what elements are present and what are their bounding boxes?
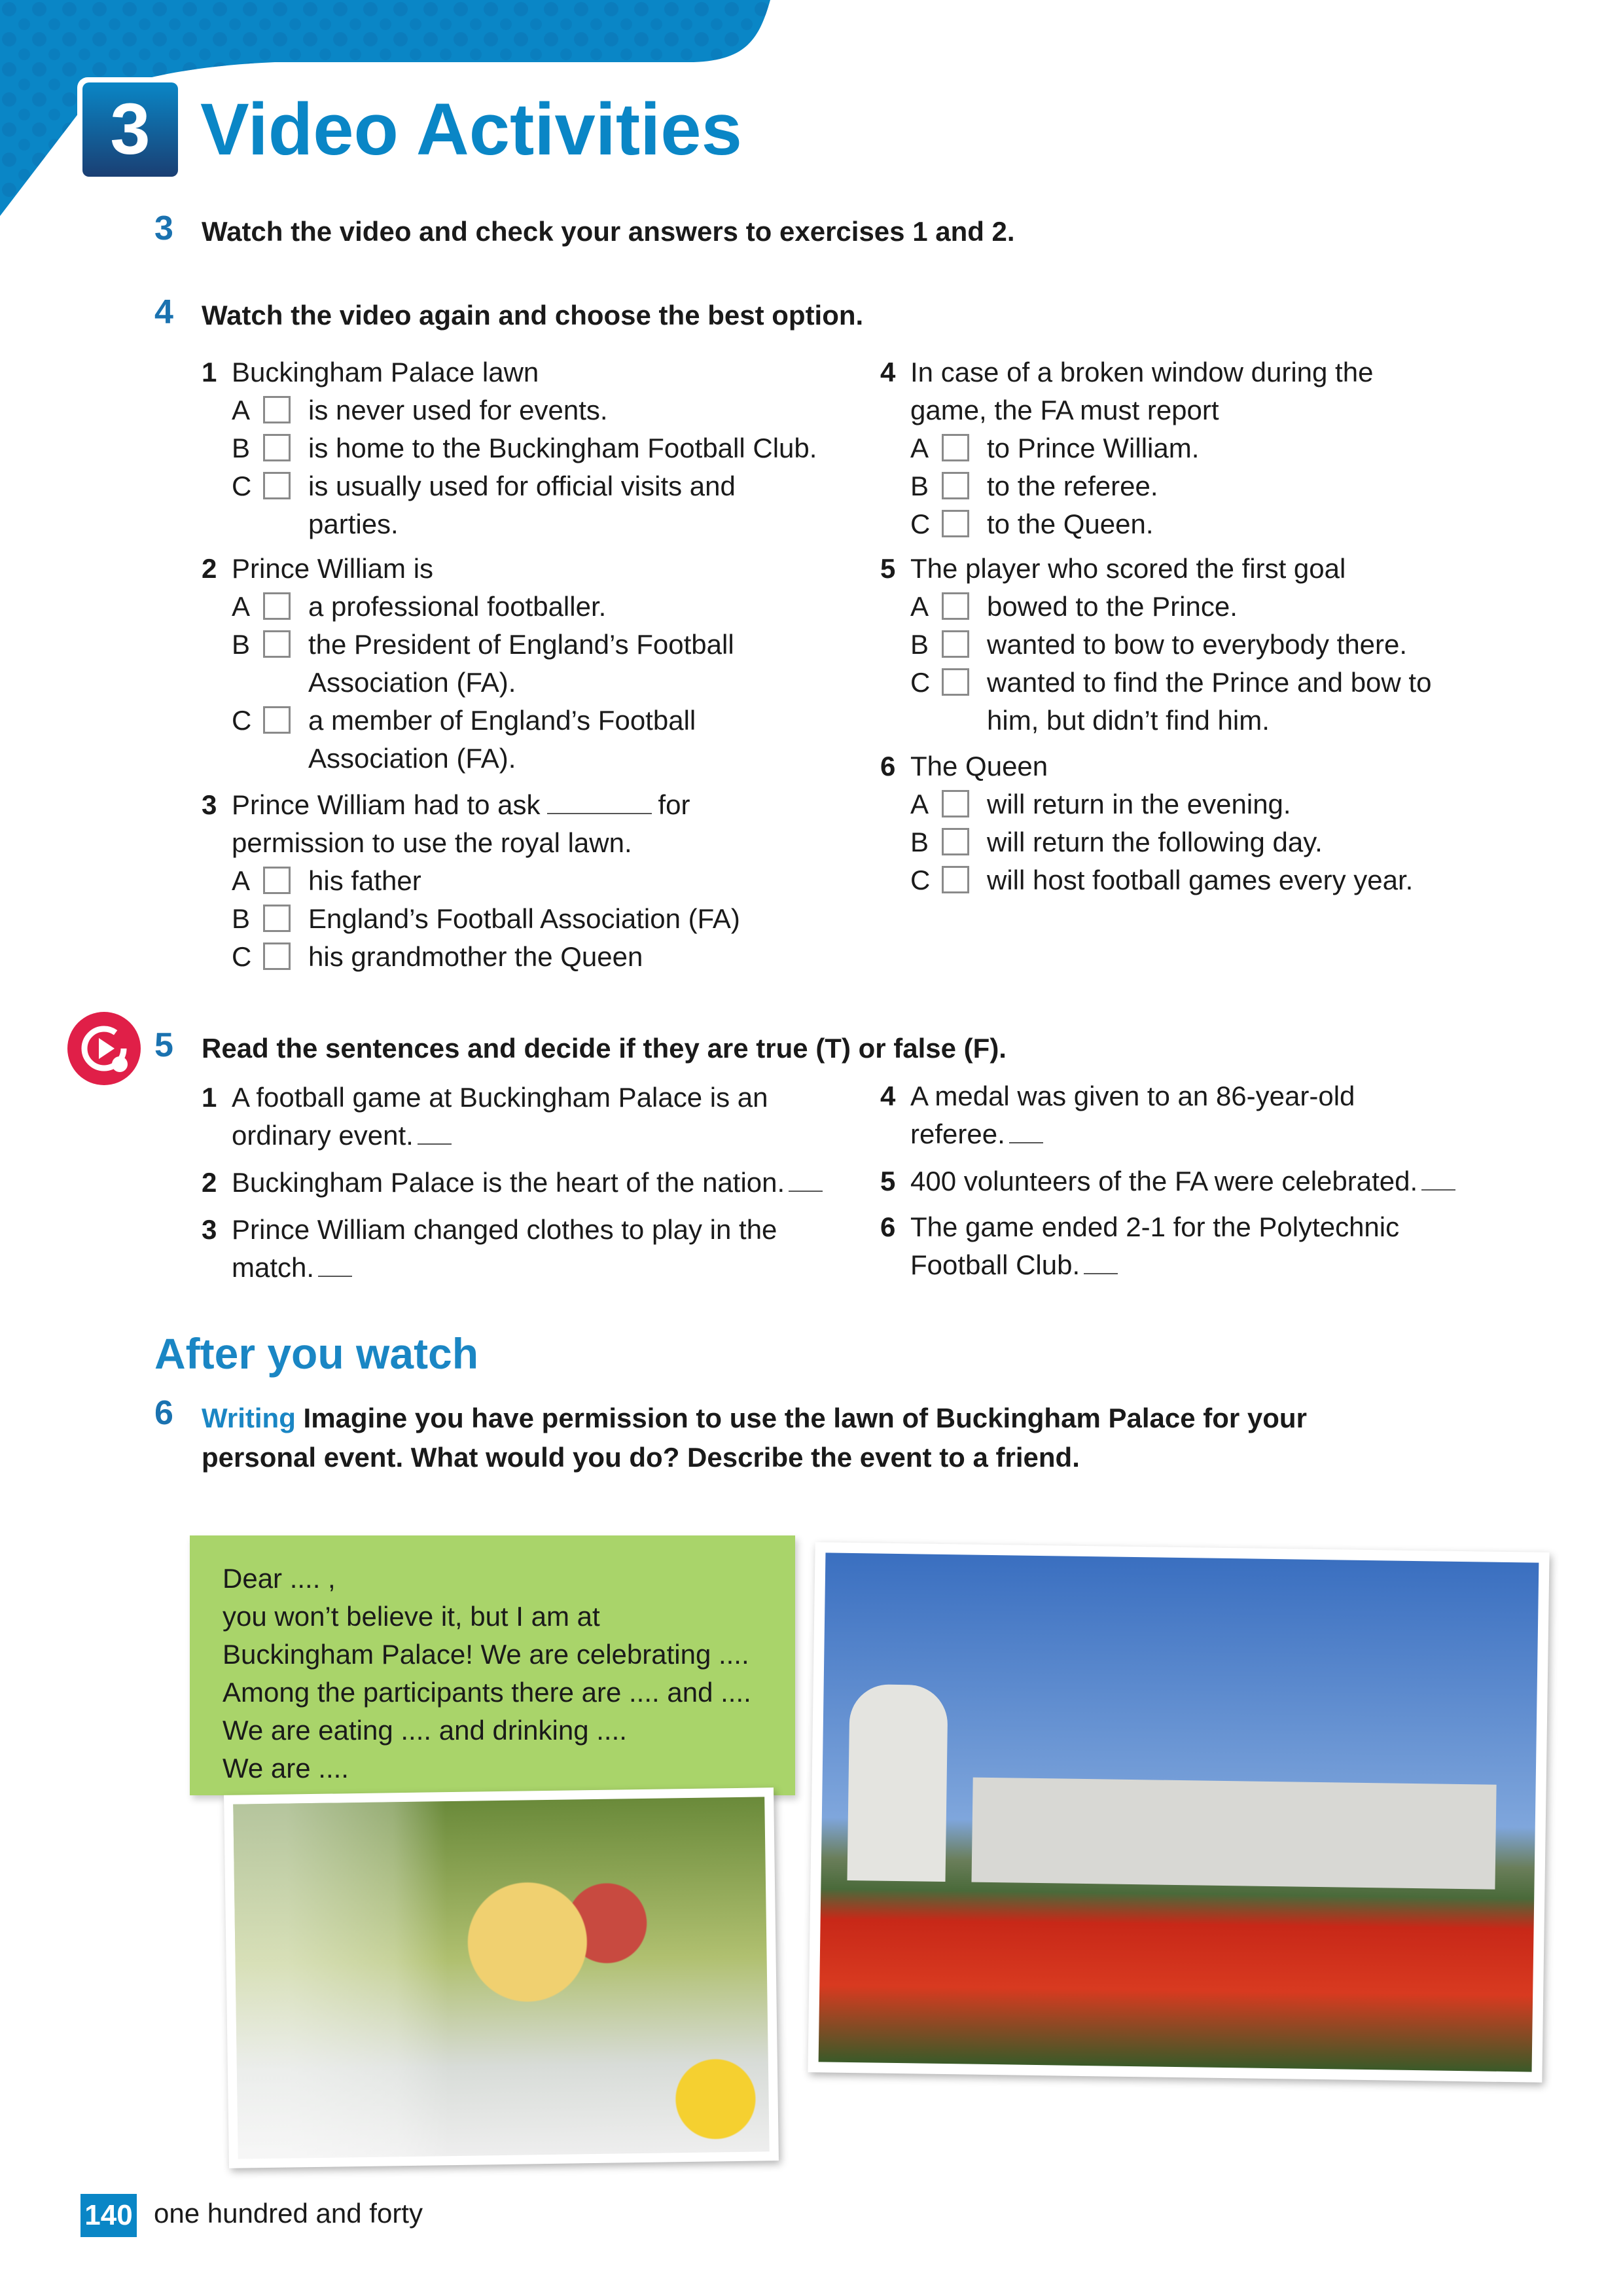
unit-number-badge (77, 77, 183, 182)
option-letter: C (910, 509, 931, 539)
statement-text: Prince William changed clothes to play in the (232, 1214, 777, 1245)
option-letter: B (910, 827, 929, 857)
option-checkbox[interactable] (942, 790, 969, 817)
option-checkbox[interactable] (942, 828, 969, 855)
statement-text: Buckingham Palace is the heart of the nation. (232, 1167, 785, 1198)
question-number: 4 (880, 357, 896, 387)
option-letter: C (910, 865, 931, 895)
note-line: you won’t believe it, but I am at (223, 1601, 600, 1632)
question-number: 2 (202, 553, 217, 584)
statement-text (232, 1249, 352, 1287)
option-text: will return the following day. (987, 827, 1323, 857)
option-checkbox[interactable] (263, 942, 291, 970)
option-text: wanted to bow to everybody there. (987, 629, 1408, 660)
option-letter: B (232, 903, 251, 934)
option-text: will return in the evening. (987, 789, 1291, 819)
option-checkbox[interactable] (942, 592, 969, 620)
option-text: Association (FA). (308, 743, 516, 774)
page-title: Video Activities (200, 88, 742, 170)
exercise-instruction: Imagine you have permission to use the lawn of Buckingham Palace for your (303, 1403, 1307, 1433)
exercise-number: 6 (154, 1394, 173, 1432)
option-text: him, but didn’t find him. (987, 705, 1270, 736)
option-checkbox[interactable] (263, 630, 291, 658)
statement-text: A medal was given to an 86-year-old (910, 1081, 1355, 1111)
page-number-words: one hundred and forty (154, 2198, 423, 2229)
statement-text: The game ended 2-1 for the Polytechnic (910, 1211, 1400, 1242)
buckingham-palace-photo (808, 1542, 1549, 2083)
exercise-instruction: Watch the video again and choose the best option. (202, 300, 864, 331)
true-false-blank[interactable] (789, 1166, 823, 1192)
option-checkbox[interactable] (263, 867, 291, 894)
option-text: will host football games every year. (987, 865, 1414, 895)
statement-number: 5 (880, 1166, 896, 1196)
option-letter: A (910, 433, 929, 463)
true-false-blank[interactable] (1421, 1164, 1455, 1191)
statement-number: 1 (202, 1082, 217, 1113)
statement-text (232, 1164, 823, 1202)
statement-text (910, 1246, 1118, 1284)
option-text: a member of England’s Football (308, 705, 696, 736)
page-number: 140 (80, 2194, 137, 2237)
option-checkbox[interactable] (263, 396, 291, 423)
statement-text (910, 1208, 1399, 1246)
option-letter: C (910, 667, 931, 698)
statement-text (910, 1162, 1455, 1200)
statement-number: 6 (880, 1211, 896, 1242)
exercise-number: 4 (154, 293, 173, 331)
option-text: Association (FA). (308, 667, 516, 698)
option-letter: C (232, 471, 252, 501)
option-letter: A (910, 789, 929, 819)
exercise-instruction: Read the sentences and decide if they are true (T) or false (F). (202, 1033, 1007, 1064)
exercise-number: 5 (154, 1026, 173, 1064)
option-text: his father (308, 865, 421, 896)
option-checkbox[interactable] (942, 866, 969, 893)
question-text (232, 786, 690, 824)
exercise-instruction: Watch the video and check your answers to exercises 1 and 2. (202, 216, 1015, 247)
option-letter: B (910, 629, 929, 660)
option-checkbox[interactable] (263, 905, 291, 932)
option-text: a professional footballer. (308, 591, 607, 622)
question-text: Prince William is (232, 553, 434, 584)
statement-number: 2 (202, 1167, 217, 1198)
statement-text: ordinary event. (232, 1120, 414, 1151)
option-checkbox[interactable] (263, 592, 291, 620)
video-play-icon[interactable] (67, 1012, 141, 1085)
option-text: England’s Football Association (FA) (308, 903, 740, 934)
note-line: Among the participants there are .... and .... (223, 1677, 751, 1708)
question-text: In case of a broken window during the (910, 357, 1374, 387)
option-checkbox[interactable] (263, 706, 291, 734)
option-text: is usually used for official visits and (308, 471, 736, 501)
answer-blank[interactable] (547, 788, 652, 814)
note-line: We are eating .... and drinking .... (223, 1715, 627, 1746)
true-false-blank[interactable] (1084, 1248, 1118, 1274)
statement-number: 3 (202, 1214, 217, 1245)
true-false-blank[interactable] (318, 1251, 352, 1277)
option-text: his grandmother the Queen (308, 941, 643, 972)
question-text: The player who scored the first goal (910, 553, 1346, 584)
option-letter: A (232, 865, 251, 896)
option-text: is home to the Buckingham Football Club. (308, 433, 817, 463)
statement-text (910, 1115, 1043, 1153)
option-text: wanted to find the Prince and bow to (987, 667, 1432, 698)
question-text: permission to use the royal lawn. (232, 827, 632, 858)
note-line: Dear .... , (223, 1563, 336, 1594)
question-text: The Queen (910, 751, 1048, 781)
exercise-number: 3 (154, 209, 173, 247)
option-text: to the referee. (987, 471, 1158, 501)
question-number: 6 (880, 751, 896, 781)
statement-text (232, 1211, 777, 1249)
option-letter: A (232, 395, 251, 425)
question-number: 5 (880, 553, 896, 584)
statement-number: 4 (880, 1081, 896, 1111)
option-text: parties. (308, 509, 399, 539)
option-letter: B (232, 433, 251, 463)
true-false-blank[interactable] (1009, 1117, 1043, 1143)
question-number: 3 (202, 789, 217, 820)
option-letter: B (232, 629, 251, 660)
statement-text: referee. (910, 1119, 1005, 1149)
option-letter: A (910, 591, 929, 622)
question-number: 1 (202, 357, 217, 387)
option-text: to Prince William. (987, 433, 1200, 463)
option-text: the President of England’s Football (308, 629, 734, 660)
option-text: bowed to the Prince. (987, 591, 1238, 622)
note-line: Buckingham Palace! We are celebrating .... (223, 1639, 749, 1670)
option-checkbox[interactable] (942, 434, 969, 461)
option-checkbox[interactable] (263, 434, 291, 461)
question-text: for (658, 789, 690, 820)
option-checkbox[interactable] (263, 472, 291, 499)
question-text: Buckingham Palace lawn (232, 357, 539, 387)
exercise-instruction: personal event. What would you do? Describe the event to a friend. (202, 1442, 1080, 1473)
option-letter: B (910, 471, 929, 501)
statement-text (232, 1079, 768, 1117)
statement-text: Football Club. (910, 1249, 1080, 1280)
statement-text (910, 1077, 1355, 1115)
statement-text: match. (232, 1252, 315, 1283)
option-text: is never used for events. (308, 395, 608, 425)
statement-text: A football game at Buckingham Palace is an (232, 1082, 768, 1113)
lemonade-photo (224, 1787, 779, 2168)
option-letter: C (232, 941, 252, 972)
question-text: Prince William had to ask (232, 789, 541, 820)
option-checkbox[interactable] (942, 510, 969, 537)
unit-number: 3 (82, 82, 178, 177)
option-checkbox[interactable] (942, 472, 969, 499)
option-checkbox[interactable] (942, 668, 969, 696)
option-letter: C (232, 705, 252, 736)
writing-label: Writing (202, 1403, 296, 1433)
question-text: game, the FA must report (910, 395, 1219, 425)
statement-text (232, 1117, 452, 1155)
note-line: We are .... (223, 1753, 349, 1784)
true-false-blank[interactable] (418, 1119, 452, 1145)
section-heading: After you watch (154, 1329, 479, 1378)
option-letter: A (232, 591, 251, 622)
option-checkbox[interactable] (942, 630, 969, 658)
option-text: to the Queen. (987, 509, 1154, 539)
statement-text: 400 volunteers of the FA were celebrated. (910, 1166, 1418, 1196)
